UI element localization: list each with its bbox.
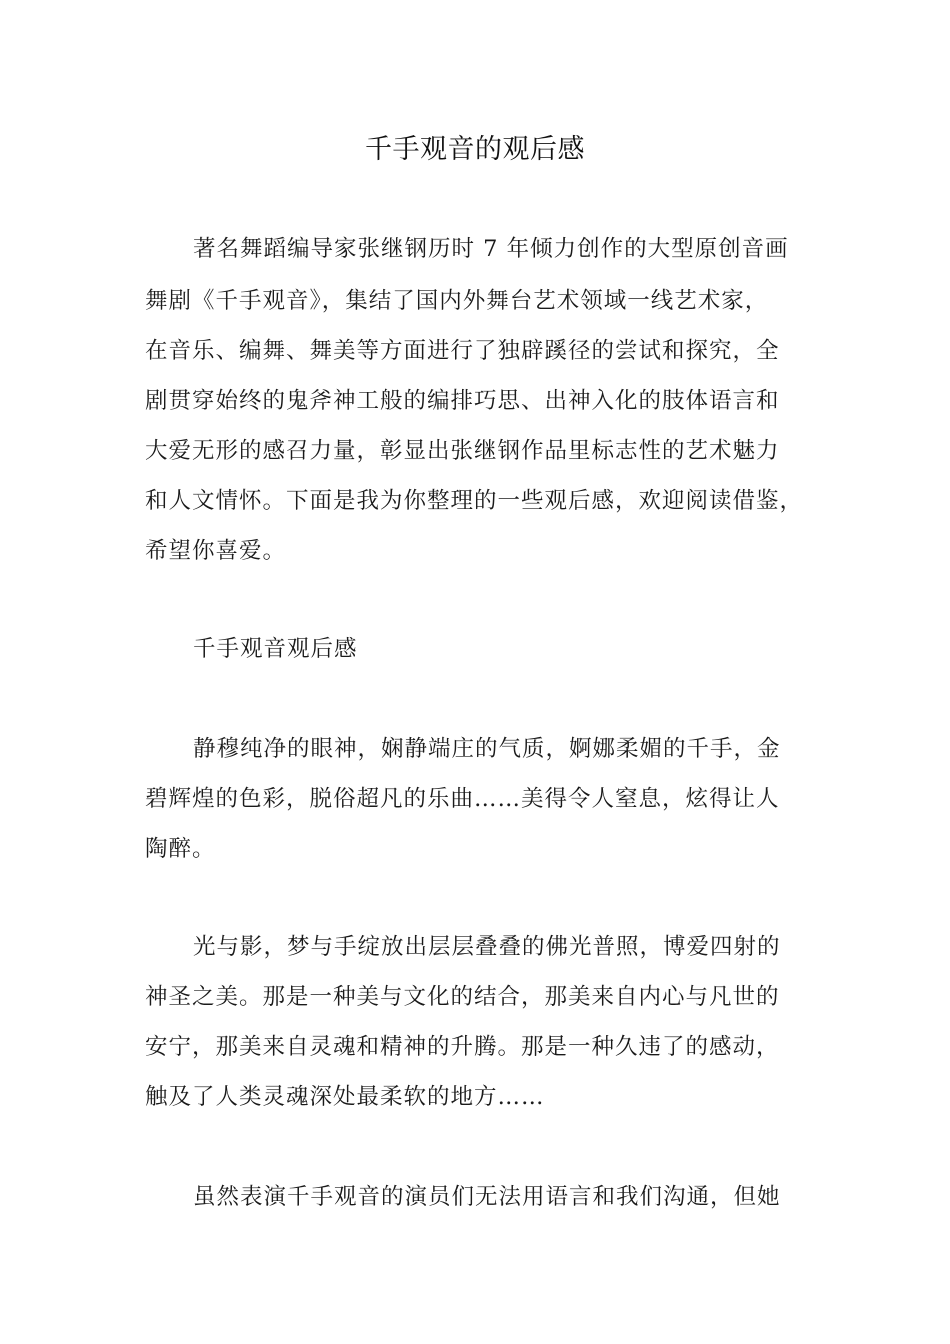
paragraph-line: 虽然表演千手观音的演员们无法用语言和我们沟通，但她 <box>193 1184 781 1210</box>
paragraph-line: 光与影，梦与手绽放出层层叠叠的佛光普照，博爱四射的 <box>193 934 781 960</box>
paragraph-line: 安宁，那美来自灵魂和精神的升腾。那是一种久违了的感动， <box>145 1034 780 1060</box>
paragraph-line: 碧辉煌的色彩，脱俗超凡的乐曲……美得令人窒息，炫得让人 <box>145 786 780 812</box>
paragraph-line: 和人文情怀。下面是我为你整理的一些观后感，欢迎阅读借鉴， <box>145 488 804 514</box>
paragraph-line: 触及了人类灵魂深处最柔软的地方…… <box>145 1084 545 1110</box>
paragraph-line: 希望你喜爱。 <box>145 538 287 564</box>
paragraph-line: 神圣之美。那是一种美与文化的结合，那美来自内心与凡世的 <box>145 984 780 1010</box>
paragraph-line: 大爱无形的感召力量，彰显出张继钢作品里标志性的艺术魅力 <box>145 438 780 464</box>
paragraph-line: 著名舞蹈编导家张继钢历时 7 年倾力创作的大型原创音画 <box>193 236 789 262</box>
section-heading-text: 千手观音观后感 <box>193 636 358 662</box>
paragraph-line: 静穆纯净的眼神，娴静端庄的气质，婀娜柔媚的千手，金 <box>193 736 781 762</box>
paragraph-line: 陶醉。 <box>145 836 216 862</box>
document-title: 千手观音的观后感 <box>365 134 585 165</box>
paragraph-line: 剧贯穿始终的鬼斧神工般的编排巧思、出神入化的肢体语言和 <box>145 388 780 414</box>
paragraph-line: 在音乐、编舞、舞美等方面进行了独辟蹊径的尝试和探究，全 <box>145 338 780 364</box>
paragraph-line: 舞剧《千手观音》，集结了国内外舞台艺术领域一线艺术家， <box>145 288 769 314</box>
